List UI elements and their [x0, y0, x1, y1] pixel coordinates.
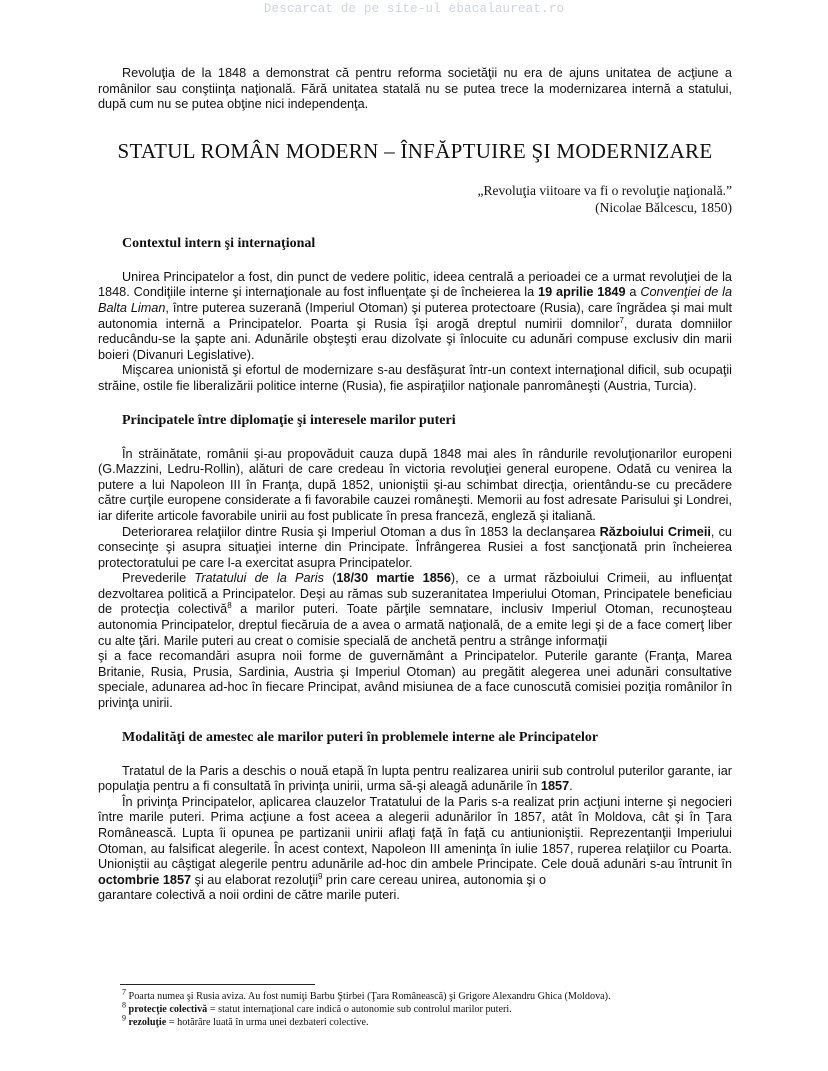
section-heading-diplomacy: Principatele între diplomaţie şi interesele marilor puteri [122, 412, 456, 428]
footnote: $^9$ rezoluţie = hotărâre luată în urma unei dezbateri colective. [122, 1013, 369, 1028]
paragraph: Prevederile Tratatului de la Paris (18/30 martie 1856), ce a urmat războiului Crimeii, au influenţat dezvoltarea politică a Principatelor. Deşi au rămas sub suzeranitatea Imperiului Otoman, Principatele beneficiau de protecţia colectivă$^8$ a marilor puteri. Toate părţile semnatare, inclusiv Imperiul Otoman, recunoşteau autonomia Principatelor, dreptul fiecăruia de a avea o armată naţională, de a emite legi şi de a face comerţ liber cu alte ţări. Marile puteri au creat o comisie specială de anchetă pentru a strânge informaţii [98, 571, 732, 648]
section-heading-context: Contextul intern şi internaţional [122, 235, 316, 251]
paragraph: Unirea Principatelor a fost, din punct de vedere politic, ideea centrală a perioadei ce a urmat revoluţiei de la 1848. Condiţiile interne şi internaţionale au fost influenţate şi de încheierea la 19 aprilie 1849 a Convenţiei de la Balta Liman, între puterea suzerană (Imperiul Otoman) şi puterea protectoare (Rusia), care îngrădea şi mai mult autonomia internă a Principatelor. Poarta şi Rusia îşi arogă dreptul numirii domnilor$^7$, durata domniilor reducându-se la şapte ani. Adunările obşteşti erau dizolvate şi înlocuite cu adunări compuse exclusiv din marii boieri (Divanuri Legislative). [98, 269, 733, 362]
paragraph: Mişcarea unionistă şi efortul de modernizare s-au desfăşurat într-un context internaţional dificil, sub ocupaţii străine, ostile fie liberalizării politice interne (Rusia), fie aspiraţiilor naţionale panromâneşti (Austria, Turcia). [98, 363, 732, 393]
quote-text: „Revoluţia viitoare va fi o revoluţie naţională.” [477, 182, 732, 198]
footnote-ref: 7 [619, 315, 624, 325]
footnote: $^7$ Poarta numea şi Rusia aviza. Au fost numiţi Barbu Ştirbei (Ţara Românească) şi Grigore Alexandru Ghica (Moldova). [122, 987, 611, 1002]
intro-paragraph: Revoluţia de la 1848 a demonstrat că pentru reforma societăţii nu era de ajuns unitatea de acţiune a românilor sau conştiinţa naţională. Fără unitatea statală nu se putea trece la modernizarea internă a statului, după cum nu se putea obţine nici independenţa. [98, 66, 732, 112]
section-diplomacy [98, 447, 732, 712]
page-content [98, 66, 732, 922]
section-heading-interference: Modalităţi de amestec ale marilor puteri în problemele interne ale Principatelor [122, 729, 599, 745]
paragraph: În străinătate, românii şi-au propovăduit cauza după 1848 mai ales în rândurile revoluţionarilor europeni (G.Mazzini, Ledru-Rollin), alături de care credeau în victoria revoluţiei general europene. Odată cu venirea la putere a lui Napoleon III în Franţa, după 1852, unioniştii şi-au schimbat direcţia, orientându-se cu precădere către curţile europene considerate a fi favorabile cauzei româneşti. Memorii au fost adresate Parisului şi Londrei, iar diferite articole favorabile unirii au fost publicate în presa franceză, engleză şi italiană. [98, 446, 732, 523]
footnote-divider [120, 984, 315, 985]
paragraph: şi a face recomandări asupra noii forme de guvernământ a Principatelor. Puterile garante (Franţa, Marea Britanie, Rusia, Prusia, Sardinia, Austria şi Imperiul Otoman) au pregătit alegerea unei adunări consultative speciale, adunarea ad-hoc în fiecare Principat, având misiunea de a face cunoscută comisiei poziţia românilor în privinţa unirii. [98, 649, 732, 711]
footnotes [122, 987, 742, 1029]
paragraph: În privinţa Principatelor, aplicarea clauzelor Tratatului de la Paris s-a realizat prin acţiuni interne şi negocieri între marile puteri. Prima acţiune a fost aceea a alegerii adunărilor în 1857, atât în Moldova, cât şi în Ţara Românească. Lupta îi opunea pe partizanii unirii aflaţi faţă în faţă cu antiunioniştii. Reprezentanţii Imperiului Otoman, au falsificat alegerile. În acest context, Napoleon III ameninţa în iulie 1857, ruperea relaţiilor cu Poarta. Unioniştii au câştigat alegerile pentru adunările ad-hoc din ambele Principate. Cele două adunări s-au întrunit în octombrie 1857 şi au elaborat rezoluţii$^9$ prin care cereau unirea, autonomia şi o [98, 794, 732, 887]
quote-author: (Nicolae Bălcescu, 1850) [595, 199, 732, 215]
section-context [98, 270, 732, 395]
footnote-ref: 8 [227, 601, 232, 611]
page-title: STATUL ROMÂN MODERN – ÎNFĂPTUIRE ŞI MODERNIZARE [117, 138, 713, 163]
paragraph: Deteriorarea relaţiilor dintre Rusia şi Imperiul Otoman a dus în 1853 la declanşarea Războiului Crimeii, cu consecinţe şi asupra situaţiei interne din Principate. Înfrângerea Rusiei a fost sancţionată prin încheierea protectoratului pe care l-a exercitat asupra Principatelor. [98, 524, 732, 570]
footnote: $^8$ protecţie colectivă = statut internaţional care indică o autonomie sub controlul marilor puteri. [122, 1000, 512, 1015]
epigraph [98, 182, 732, 216]
footnote-ref: 9 [318, 871, 323, 881]
watermark: Descarcat de pe site-ul ebacalaureat.ro [263, 2, 565, 16]
section-interference [98, 764, 732, 904]
paragraph: Tratatul de la Paris a deschis o nouă etapă în lupta pentru realizarea unirii sub controlul puterilor garante, iar populaţia pentru a fi consultată în privinţa unirii, urma să-şi aleagă adunările în 1857. [98, 763, 732, 794]
paragraph: garantare colectivă a noii ordini de către marile puteri. [98, 888, 400, 903]
